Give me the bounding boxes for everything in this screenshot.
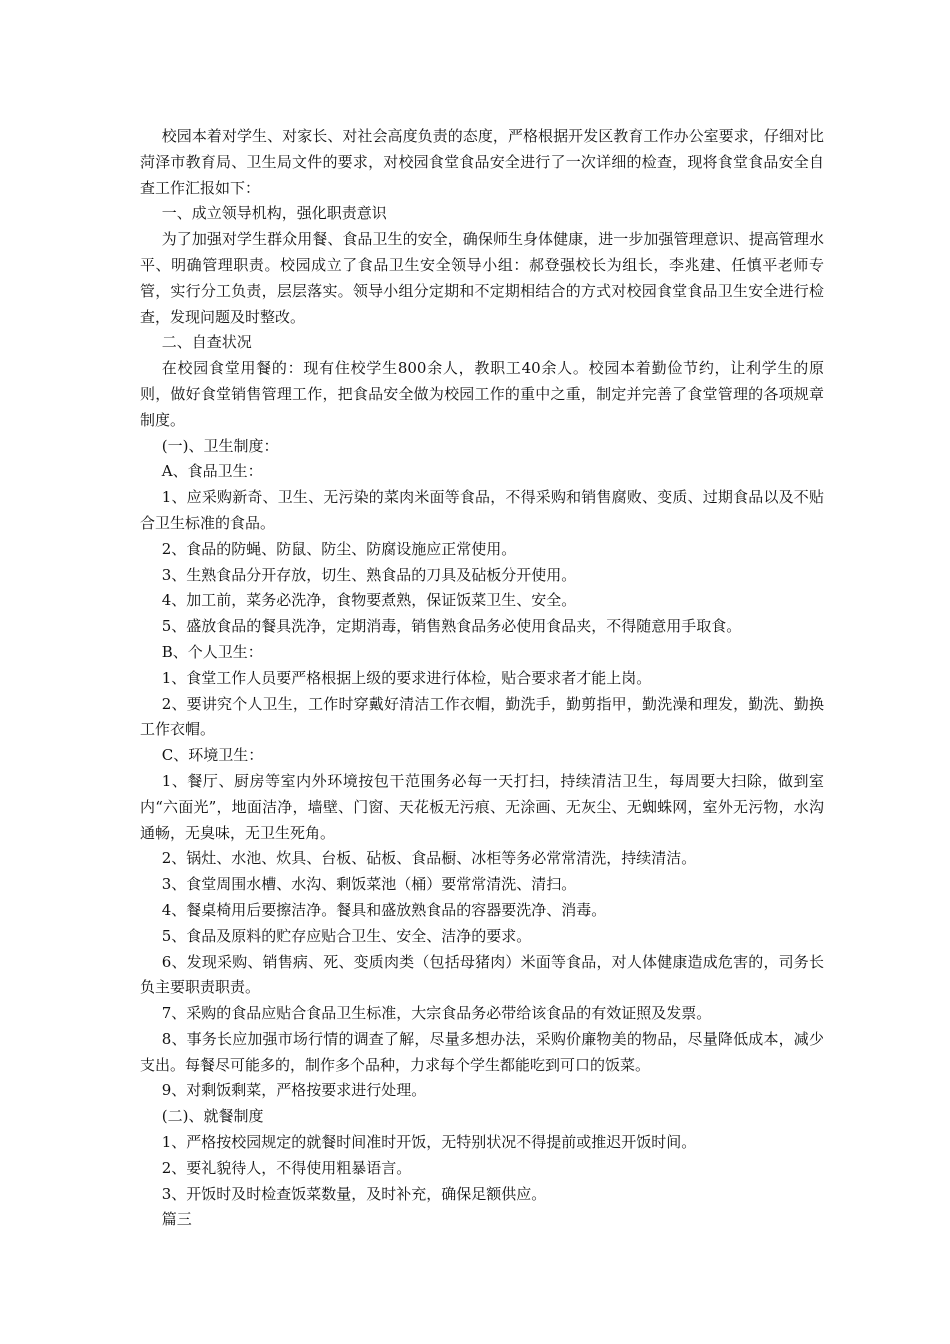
section-heading-2: 二、自查状况 [161,333,252,352]
list-item: 1、食堂工作人员要严格根据上级的要求进行体检，贴合要求者才能上岗。 [161,668,652,687]
item-heading-personal-hygiene: B、个人卫生： [161,642,263,661]
list-item: 2、锅灶、水池、炊具、台板、砧板、食品橱、冰柜等务必常常清洗，持续清洁。 [161,849,697,868]
subsection-heading-hygiene: (一)、卫生制度： [161,436,279,455]
list-item: 1、严格按校园规定的就餐时间准时开饭，无特别状况不得提前或推迟开饭时间。 [161,1133,697,1152]
list-item: 1、餐厅、厨房等室内外环境按包干范围务必每一天打扫，持续清洁卫生，每周要大扫除，做到室内“六面光”，地面洁净，墙壁、门窗、天花板无污痕、无涂画、无灰尘、无蜘蛛网，室外无污物，水沟通畅，无臭味，无卫生死角。 [140,771,824,842]
list-item: 5、盛放食品的餐具洗净，定期消毒，销售熟食品务必使用食品夹，不得随意用手取食。 [161,617,742,636]
item-heading-environment-hygiene: C、环境卫生： [161,746,264,765]
list-item: 2、要礼貌待人，不得使用粗暴语言。 [161,1158,412,1177]
list-item: 2、要讲究个人卫生，工作时穿戴好清洁工作衣帽，勤洗手，勤剪指甲，勤洗澡和理发，勤洗、勤换工作衣帽。 [140,694,824,739]
item-heading-food-hygiene: A、食品卫生： [161,462,263,481]
list-item: 3、生熟食品分开存放，切生、熟食品的刀具及砧板分开使用。 [161,565,577,584]
list-item: 2、食品的防蝇、防鼠、防尘、防腐设施应正常使用。 [161,539,517,558]
list-item: 8、事务长应加强市场行情的调查了解，尽量多想办法，采购价廉物美的物品，尽量降低成本，减少支出。每餐尽可能多的，制作多个品种，力求每个学生都能吃到可口的饭菜。 [140,1029,824,1074]
list-item: 3、食堂周围水槽、水沟、剩饭菜池（桶）要常常清洗、清扫。 [161,875,577,894]
list-item: 4、餐桌椅用后要擦洁净。餐具和盛放熟食品的容器要洗净、消毒。 [161,900,607,919]
paragraph-intro: 校园本着对学生、对家长、对社会高度负责的态度，严格根据开发区教育工作办公室要求，仔细对比菏泽市教育局、卫生局文件的要求，对校园食堂食品安全进行了一次详细的检查，现将食堂食品安全自查工作汇报如下： [140,127,824,197]
document-body [140,124,824,1233]
list-item: 7、采购的食品应贴合食品卫生标准，大宗食品务必带给该食品的有效证照及发票。 [161,1004,712,1023]
list-item: 1、应采购新奇、卫生、无污染的菜肉米面等食品，不得采购和销售腐败、变质、过期食品以及不贴合卫生标准的食品。 [140,488,824,532]
list-item: 4、加工前，菜务必洗净，食物要煮熟，保证饭菜卫生、安全。 [161,591,577,610]
list-item: 5、食品及原料的贮存应贴合卫生、安全、洁净的要求。 [161,926,532,945]
paragraph-leadership: 为了加强对学生群众用餐、食品卫生的安全，确保师生身体健康，进一步加强管理意识、提高管理水平、明确管理职责。校园成立了食品卫生安全领导小组：郝登强校长为组长，李兆建、任慎平老师专管，实行分工负责，层层落实。领导小组分定期和不定期相结合的方式对校园食堂食品卫生安全进行检查，发现问题及时整改。 [140,230,824,326]
list-item: 6、发现采购、销售病、死、变质肉类（包括母猪肉）米面等食品，对人体健康造成危害的，司务长负主要职责职责。 [140,952,824,997]
section-heading-1: 一、成立领导机构，强化职责意识 [161,204,387,223]
paragraph-self-check: 在校园食堂用餐的：现有住校学生800余人，教职工40余人。校园本着勤俭节约，让利学生的原则，做好食堂销售管理工作，把食品安全做为校园工作的重中之重，制定并完善了食堂管理的各项规章制度。 [140,359,824,429]
section-heading-part-three: 篇三 [161,1210,192,1229]
list-item: 3、开饭时及时检查饭菜数量，及时补充，确保足额供应。 [161,1184,547,1203]
subsection-heading-dining: (二)、就餐制度 [161,1107,264,1126]
list-item: 9、对剩饭剩菜，严格按要求进行处理。 [161,1081,427,1100]
